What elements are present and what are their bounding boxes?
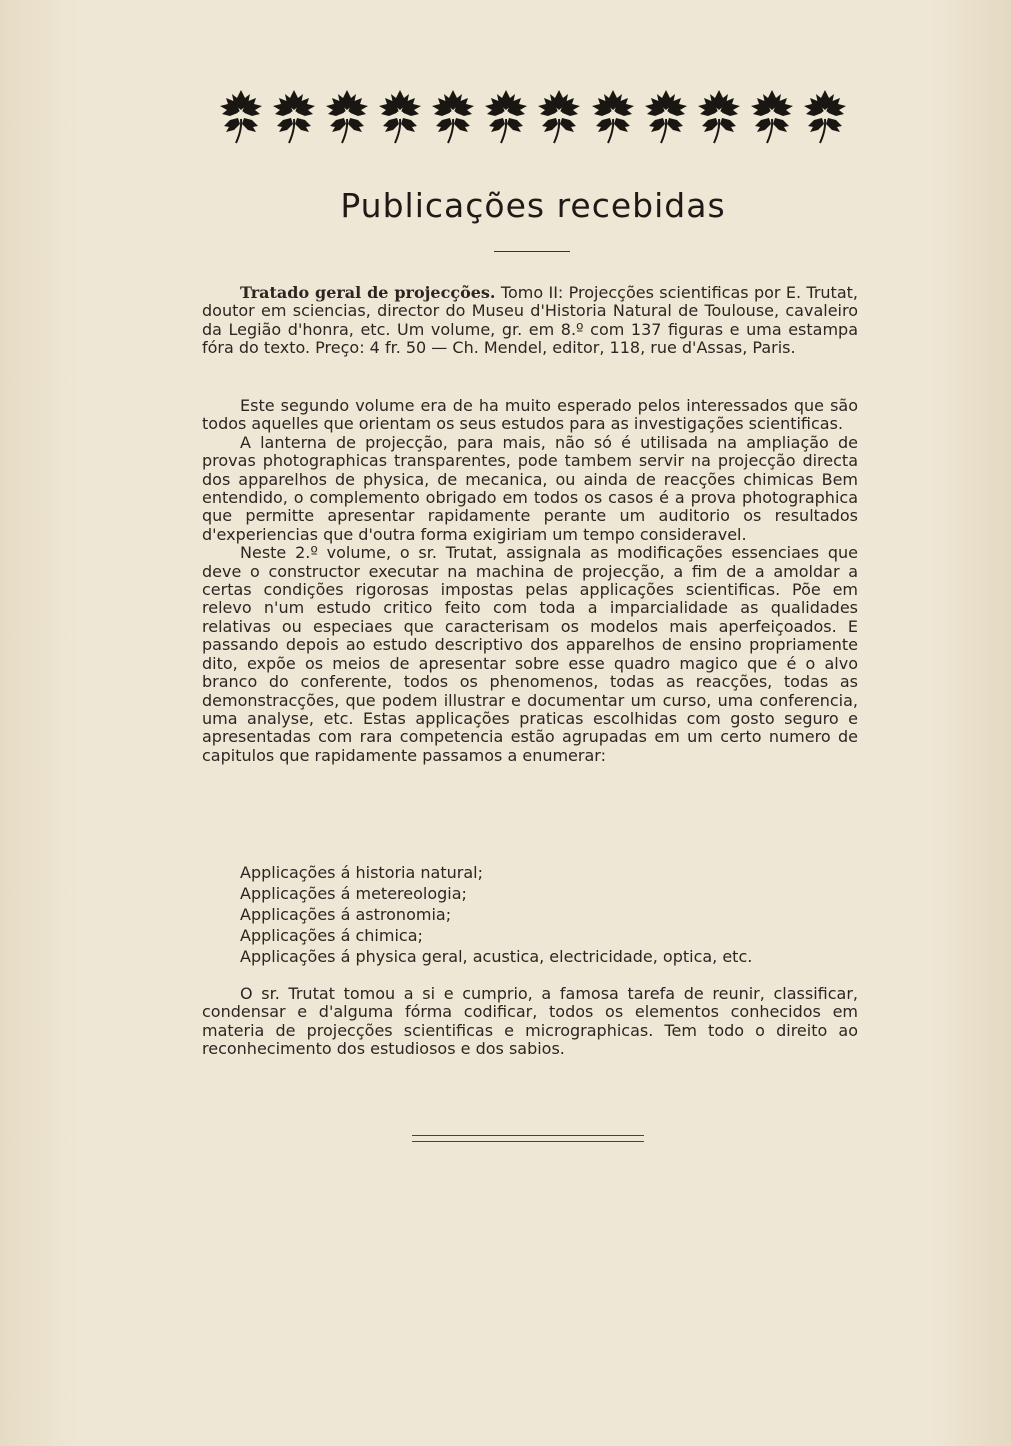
closing-rule <box>412 1135 644 1142</box>
leaf-ornament-icon <box>749 88 795 146</box>
list-item: Applicações á historia natural; <box>240 863 483 882</box>
leaf-ornament-icon <box>271 88 317 146</box>
application-list <box>240 862 860 967</box>
leaf-ornament-icon <box>802 88 848 146</box>
leaf-ornament-icon <box>696 88 742 146</box>
leaf-ornament-icon <box>590 88 636 146</box>
leaf-ornament-icon <box>483 88 529 146</box>
list-item: Applicações á metereologia; <box>240 884 467 903</box>
leaf-ornament-icon <box>377 88 423 146</box>
title-rule <box>494 251 570 252</box>
ornament-row <box>218 86 848 148</box>
entry-heading: Tratado geral de projecções. <box>240 283 496 302</box>
paragraph: Este segundo volume era de ha muito esperado pelos interessados que são todos aquelles que orientam os seus estudos para as investigações scientificas. <box>202 396 858 434</box>
body-text <box>202 397 858 765</box>
list-item: Applicações á astronomia; <box>240 905 452 924</box>
leaf-ornament-icon <box>324 88 370 146</box>
leaf-ornament-icon <box>643 88 689 146</box>
entry-paragraph <box>202 284 858 358</box>
entry-text: Tomo II: Projecções scientificas por E. Trutat, doutor em sciencias, director do Museu d'Historia Natural de Toulouse, cavaleiro da Legião d'honra, etc. Um volume, gr. em 8.º com 137 figuras e uma estampa fóra do texto. Preço: 4 fr. 50 — Ch. Mendel, editor, 118, rue d'Assas, Paris. <box>202 283 858 358</box>
list-item: Applicações á physica geral, acustica, electricidade, optica, etc. <box>240 947 753 966</box>
leaf-ornament-icon <box>430 88 476 146</box>
leaf-ornament-icon <box>536 88 582 146</box>
paragraph: O sr. Trutat tomou a si e cumprio, a famosa tarefa de reunir, classificar, condensar e d'alguma fórma codificar, todos os elementos conhecidos em materia de projecções scientificas e micrographicas. Tem todo o direito ao reconhecimento dos estudiosos e dos sabios. <box>202 984 858 1059</box>
leaf-ornament-icon <box>218 88 264 146</box>
paragraph: A lanterna de projecção, para mais, não só é utilisada na ampliação de provas photographicas transparentes, pode tambem servir na projecção directa dos apparelhos de physica, de mecanica, ou ainda de reacções chimicas Bem entendido, o complemento obrigado em todos os casos é a prova photographica que permitte apresentar rapidamente perante um auditorio os resultados d'experiencias que d'outra forma exigiriam um tempo consideravel. <box>202 432 858 544</box>
page-title: Publicações recebidas <box>340 186 726 225</box>
paragraph: Neste 2.º volume, o sr. Trutat, assignala as modificações essenciaes que deve o constructor executar na machina de projecção, a fim de a amoldar a certas condições rigorosas impostas pelas applicações scientificas. Põe em relevo n'um estudo critico feito com toda a imparcialidade as qualidades relativas ou especiaes que caracterisam os modelos mais aperfeiçoados. E passando depois ao estudo descriptivo dos apparelhos de ensino propriamente dito, expõe os meios de apresentar sobre esse quadro magico que é o alvo branco do conferente, todos os phenomenos, todas as reacções, todas as demonstracções, que podem illustrar e documentar um curso, uma conferencia, uma analyse, etc. Estas applicações praticas escolhidas com gosto seguro e apresentadas com rara competencia estão agrupadas em um certo numero de capitulos que rapidamente passamos a enumerar: <box>202 543 858 765</box>
closing-text <box>202 985 858 1059</box>
list-item: Applicações á chimica; <box>240 926 423 945</box>
